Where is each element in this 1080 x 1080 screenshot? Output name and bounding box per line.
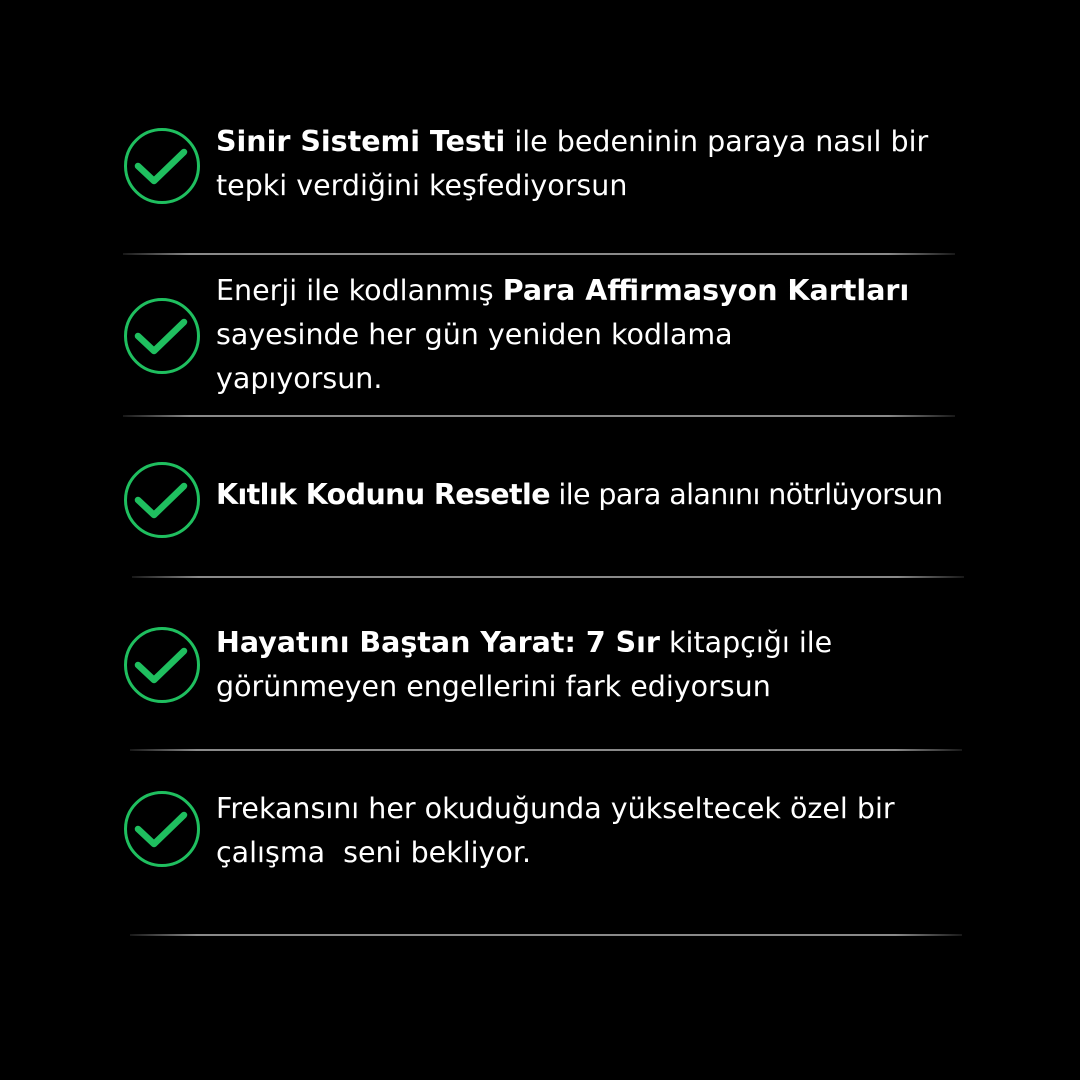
- feature-line: tepki verdiğini keşfediyorsun: [216, 169, 628, 202]
- feature-text-segment: kitapçığı ile: [659, 626, 833, 659]
- feature-line: görünmeyen engellerini fark ediyorsun: [216, 670, 771, 703]
- feature-line: yapıyorsun.: [216, 362, 383, 395]
- feature-text-3: [216, 473, 1066, 517]
- feature-highlight: Kıtlık Kodunu Resetle: [216, 478, 550, 511]
- divider: [132, 576, 964, 578]
- feature-text-segment: ile para alanını nötrlüyorsun: [549, 478, 943, 511]
- feature-line: Frekansını her okuduğunda yükseltecek özel bir: [216, 792, 895, 825]
- divider: [123, 415, 955, 417]
- check-circle-icon: [123, 127, 201, 205]
- feature-text-4: [216, 621, 1066, 709]
- feature-line: çalışma seni bekliyor.: [216, 836, 532, 869]
- feature-text-2: [216, 269, 1066, 401]
- feature-text-1: [216, 120, 1066, 208]
- feature-line: [216, 621, 1066, 665]
- divider: [130, 749, 962, 751]
- feature-highlight: Sinir Sistemi Testi: [216, 125, 506, 158]
- feature-line: [216, 120, 1066, 164]
- check-circle-icon: [123, 790, 201, 868]
- feature-text-segment: Enerji ile kodlanmış: [216, 274, 503, 307]
- divider: [123, 253, 955, 255]
- check-circle-icon: [123, 626, 201, 704]
- feature-line: [216, 269, 1066, 313]
- feature-highlight: Para Affirmasyon Kartları: [502, 274, 910, 307]
- feature-line: sayesinde her gün yeniden kodlama: [216, 318, 733, 351]
- feature-text-segment: ile bedeninin paraya nasıl bir: [505, 125, 929, 158]
- feature-line: [216, 473, 1066, 517]
- check-circle-icon: [123, 461, 201, 539]
- feature-text-5: [216, 787, 1066, 875]
- check-circle-icon: [123, 297, 201, 375]
- feature-highlight: Hayatını Baştan Yarat: 7 Sır: [216, 626, 660, 659]
- divider: [130, 934, 962, 936]
